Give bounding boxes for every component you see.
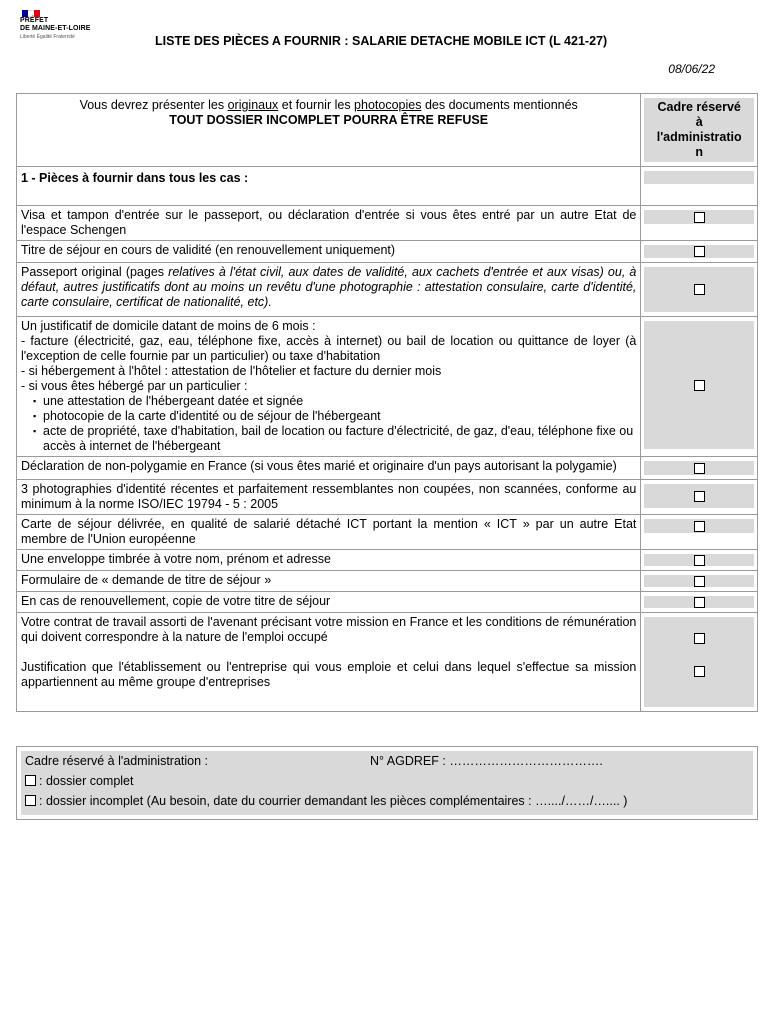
intro-text-3: des documents mentionnés — [421, 98, 578, 112]
table-row — [17, 457, 758, 480]
admin-cell — [641, 263, 758, 317]
domicile-facture: - facture (électricité, gaz, eau, téléphone fixe, accès à internet) ou bail de location ou quittance de loyer (à l'exception de celle fournie par un particulier) ou taxe d'habitation — [21, 334, 637, 363]
row-contrat-justification — [17, 613, 641, 712]
checkbox-icon[interactable] — [694, 284, 705, 295]
admin-cell — [641, 571, 758, 592]
admin-cell — [641, 317, 758, 457]
admin-header-label — [644, 98, 754, 162]
footer-complet: : dossier complet — [39, 774, 134, 788]
list-item: ▪ une attestation de l'hébergeant datée et signée — [43, 394, 636, 409]
row-formulaire: Formulaire de « demande de titre de séjour » — [17, 571, 641, 592]
document-date: 08/06/22 — [668, 62, 715, 76]
checkbox-icon[interactable] — [694, 555, 705, 566]
domicile-hotel: - si hébergement à l'hôtel : attestation de l'hôtelier et facture du dernier mois — [21, 364, 442, 378]
checkbox-icon[interactable] — [694, 633, 705, 644]
prefecture-logo — [20, 10, 110, 40]
marianne-flag-icon — [22, 10, 40, 17]
checkbox-icon[interactable] — [694, 597, 705, 608]
section-title: 1 - Pièces à fournir dans tous les cas : — [17, 167, 641, 206]
photocopies-word: photocopies — [354, 98, 422, 112]
checkbox-icon[interactable] — [694, 380, 705, 391]
admin-header-line-4: n — [695, 145, 704, 159]
admin-header-cell — [641, 94, 758, 167]
table-row — [17, 480, 758, 515]
row-titre-sejour: Titre de séjour en cours de validité (en renouvellement uniquement) — [17, 241, 641, 263]
row-domicile — [17, 317, 641, 457]
checkbox-icon[interactable] — [694, 491, 705, 502]
checkbox-icon[interactable] — [694, 576, 705, 587]
admin-cell — [641, 550, 758, 571]
logo-line-1: PRÉFET — [20, 17, 49, 24]
checkbox-icon[interactable] — [25, 775, 36, 786]
checkbox-icon[interactable] — [25, 795, 36, 806]
admin-cell — [641, 480, 758, 515]
list-item: ▪ photocopie de la carte d'identité ou de séjour de l'hébergeant — [43, 409, 636, 424]
row-photos: 3 photographies d'identité récentes et parfaitement ressemblantes non coupées, non scannées, conforme au minimum à la norme ISO/IEC 19794 - 5 : 2005 — [17, 480, 641, 515]
checkbox-icon[interactable] — [694, 463, 705, 474]
table-row — [17, 613, 758, 712]
checkbox-icon[interactable] — [694, 666, 705, 677]
logo-line-2: DE MAINE-ET-LOIRE — [20, 25, 91, 32]
table-header-row — [17, 94, 758, 167]
admin-cell — [641, 206, 758, 241]
passeport-italic-text: relatives à l'état civil, aux dates de validité, aux cachets d'entrée et aux visas) ou, à défaut, autres justificatifs dont au moins un revêtu d'une photographie : attestation consulaire, carte d'identité, carte consulaire, certificat de nationalité, etc). — [21, 265, 637, 309]
table-row — [17, 515, 758, 550]
row-passeport — [17, 263, 641, 317]
admin-cell — [641, 592, 758, 613]
footer-agdref: N° AGDREF : ………………………………. — [370, 754, 603, 768]
incomplete-warning: TOUT DOSSIER INCOMPLET POURRA ÊTRE REFUSE — [169, 113, 489, 127]
page-title: LISTE DES PIÈCES A FOURNIR : SALARIE DETACHE MOBILE ICT (L 421-27) — [155, 34, 608, 48]
admin-cell — [641, 167, 758, 206]
table-row — [17, 317, 758, 457]
table-row — [17, 241, 758, 263]
header-instructions — [17, 94, 641, 167]
row-renouvellement: En cas de renouvellement, copie de votre titre de séjour — [17, 592, 641, 613]
table-row — [17, 550, 758, 571]
table-row — [17, 263, 758, 317]
logo-motto: Liberté Égalité Fraternité — [20, 34, 75, 40]
footer-incomplet: : dossier incomplet (Au besoin, date du courrier demandant les pièces complémentaires : …..../……/….... ) — [39, 794, 628, 808]
admin-cell — [641, 613, 758, 712]
row-visa: Visa et tampon d'entrée sur le passeport, ou déclaration d'entrée si vous êtes entré par un autre Etat de l'espace Schengen — [17, 206, 641, 241]
checkbox-icon[interactable] — [694, 246, 705, 257]
admin-header-line-2: à — [695, 115, 703, 129]
domicile-bullet-list — [21, 394, 636, 454]
domicile-title: Un justificatif de domicile datant de moins de 6 mois : — [21, 319, 316, 333]
contrat-text: Votre contrat de travail assorti de l'avenant précisant votre mission en France et les conditions de rémunération qui doivent correspondre à la nature de l'emploi occupé — [21, 615, 637, 644]
checkbox-icon[interactable] — [694, 521, 705, 532]
domicile-particulier: - si vous êtes hébergé par un particulier : — [21, 379, 248, 393]
admin-footer — [21, 751, 753, 815]
admin-cell — [641, 515, 758, 550]
originaux-word: originaux — [227, 98, 279, 112]
intro-text-2: et fournir les — [278, 98, 355, 112]
table-row — [17, 592, 758, 613]
table-row — [17, 206, 758, 241]
intro-text-1: Vous devrez présenter les — [79, 98, 228, 112]
admin-header-line-1: Cadre réservé — [657, 100, 741, 114]
documents-table — [16, 93, 758, 712]
table-row — [17, 571, 758, 592]
admin-header-line-3: l'administratio — [656, 130, 742, 144]
admin-cell — [641, 241, 758, 263]
row-polygamie: Déclaration de non-polygamie en France (si vous êtes marié et originaire d'un pays autorisant la polygamie) — [17, 457, 641, 480]
section-row — [17, 167, 758, 206]
admin-cell — [641, 457, 758, 480]
footer-cadre-label: Cadre réservé à l'administration : — [25, 754, 209, 768]
row-enveloppe: Une enveloppe timbrée à votre nom, prénom et adresse — [17, 550, 641, 571]
admin-footer-box — [16, 746, 758, 820]
row-carte-sejour-ict: Carte de séjour délivrée, en qualité de salarié détaché ICT portant la mention « ICT » par un autre Etat membre de l'Union européenne — [17, 515, 641, 550]
passeport-text: Passeport original (pages — [21, 265, 169, 279]
checkbox-icon[interactable] — [694, 212, 705, 223]
justification-text: Justification que l'établissement ou l'entreprise qui vous emploie et celui dans lequel s'effectue sa mission appartiennent au même groupe d'entreprises — [21, 660, 637, 689]
list-item: ▪ acte de propriété, taxe d'habitation, bail de location ou facture d'électricité, de gaz, d'eau, téléphone fixe ou accès à internet de l'hébergeant — [43, 424, 636, 454]
